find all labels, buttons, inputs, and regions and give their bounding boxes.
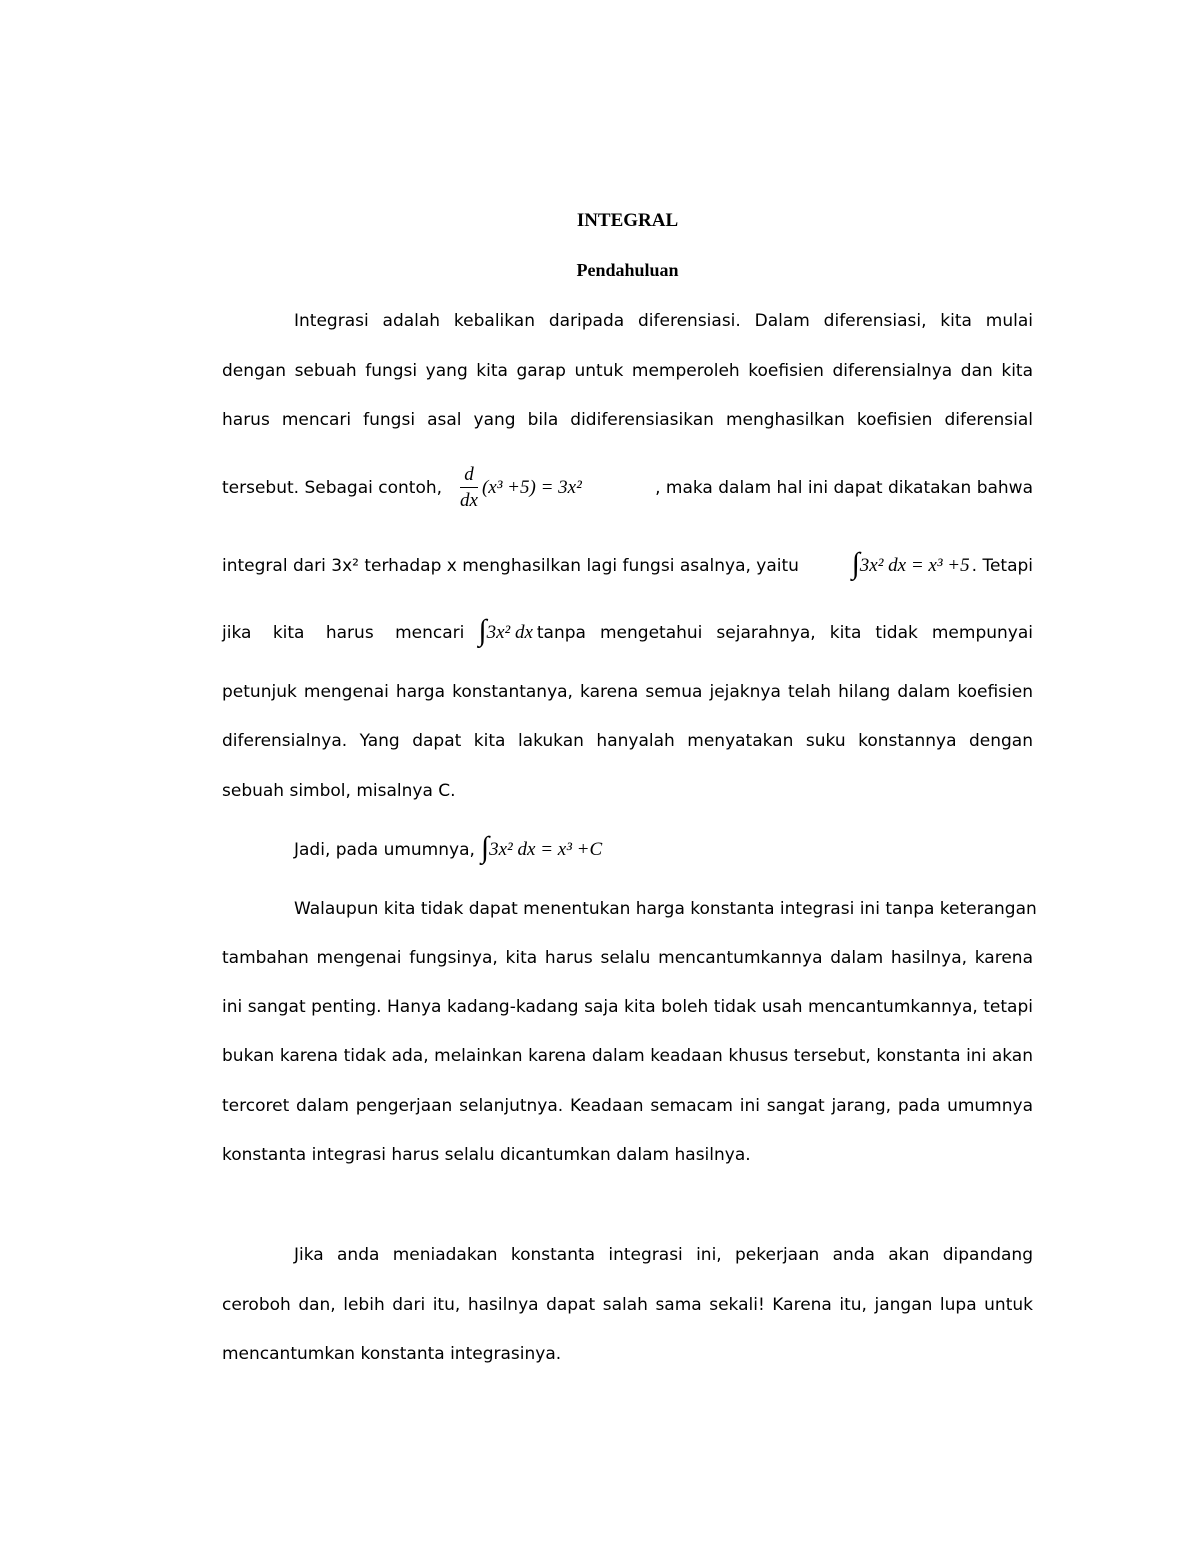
paragraph-4-line-2: ceroboh dan, lebih dari itu, hasilnya dapat salah sama sekali! Karena itu, jangan lupa untuk <box>222 1295 1033 1315</box>
line-4-lead-text: tersebut. Sebagai contoh, <box>222 478 443 498</box>
paragraph-1-line-5 <box>222 547 1033 581</box>
paragraph-3-line-5: tercoret dalam pengerjaan selanjutnya. Keadaan semacam ini sangat jarang, pada umumnya <box>222 1096 1033 1116</box>
paragraph-4-line-3: mencantumkan konstanta integrasinya. <box>222 1344 562 1364</box>
integral-expression: 3x² dx <box>486 622 533 643</box>
fraction-denominator: dx <box>460 489 478 511</box>
line-6-lead-text: jika kita harus mencari <box>222 623 465 643</box>
paragraph-2 <box>294 833 1033 867</box>
integral-expression: 3x² dx = x³ +5 <box>859 555 970 576</box>
derivative-fraction <box>460 463 478 514</box>
paragraph-4-line-1: Jika anda meniadakan konstanta integrasi ini, pekerjaan anda akan dipandang <box>294 1245 1033 1265</box>
paragraph-1-line-4 <box>222 460 1033 516</box>
document-title: INTEGRAL <box>576 210 679 231</box>
paragraph-3-line-1: Walaupun kita tidak dapat menentukan harga konstanta integrasi ini tanpa keterangan <box>294 899 1037 919</box>
integral-sign: ∫ <box>478 614 487 647</box>
paragraph-1-line-1: Integrasi adalah kebalikan daripada diferensiasi. Dalam diferensiasi, kita mulai <box>294 311 1033 331</box>
paragraph-1-line-8: diferensialnya. Yang dapat kita lakukan hanyalah menyatakan suku konstannya dengan <box>222 731 1033 751</box>
line-6-trailing-text: tanpa mengetahui sejarahnya, kita tidak mempunyai <box>536 623 1033 643</box>
paragraph-1-line-7: petunjuk mengenai harga konstantanya, karena semua jejaknya telah hilang dalam koefisien <box>222 682 1033 702</box>
paragraph-2-lead-text: Jadi, pada umumnya, <box>294 840 475 860</box>
paragraph-3-line-6: konstanta integrasi harus selalu dicantumkan dalam hasilnya. <box>222 1145 751 1165</box>
line-5-lead-text: integral dari 3x² terhadap x menghasilkan lagi fungsi asalnya, yaitu <box>222 556 799 576</box>
paragraph-1-line-9: sebuah simbol, misalnya C. <box>222 781 456 801</box>
paragraph-3-line-3: ini sangat penting. Hanya kadang-kadang saja kita boleh tidak usah mencantumkannya, tetapi <box>222 997 1033 1017</box>
line-5-trailing-text: . Tetapi <box>971 556 1033 576</box>
paragraph-3-line-2: tambahan mengenai fungsinya, kita harus selalu mencantumkannya dalam hasilnya, karena <box>222 948 1033 968</box>
section-heading: Pendahuluan <box>576 260 679 280</box>
fraction-numerator: d <box>460 463 478 488</box>
derivative-expression: (x³ +5) = 3x² <box>481 477 582 498</box>
paragraph-1-line-2: dengan sebuah fungsi yang kita garap untuk memperoleh koefisien diferensialnya dan kita <box>222 361 1033 381</box>
integral-sign: ∫ <box>480 831 490 864</box>
paragraph-1-line-3: harus mencari fungsi asal yang bila didiferensiasikan menghasilkan koefisien diferensial <box>222 410 1033 430</box>
integral-sign: ∫ <box>851 547 860 580</box>
paragraph-3-line-4: bukan karena tidak ada, melainkan karena dalam keadaan khusus tersebut, konstanta ini akan <box>222 1046 1033 1066</box>
line-4-trailing-text: , maka dalam hal ini dapat dikatakan bahwa <box>655 478 1033 498</box>
integral-expression: 3x² dx = x³ +C <box>489 839 603 860</box>
paragraph-1-line-6 <box>222 614 1033 648</box>
